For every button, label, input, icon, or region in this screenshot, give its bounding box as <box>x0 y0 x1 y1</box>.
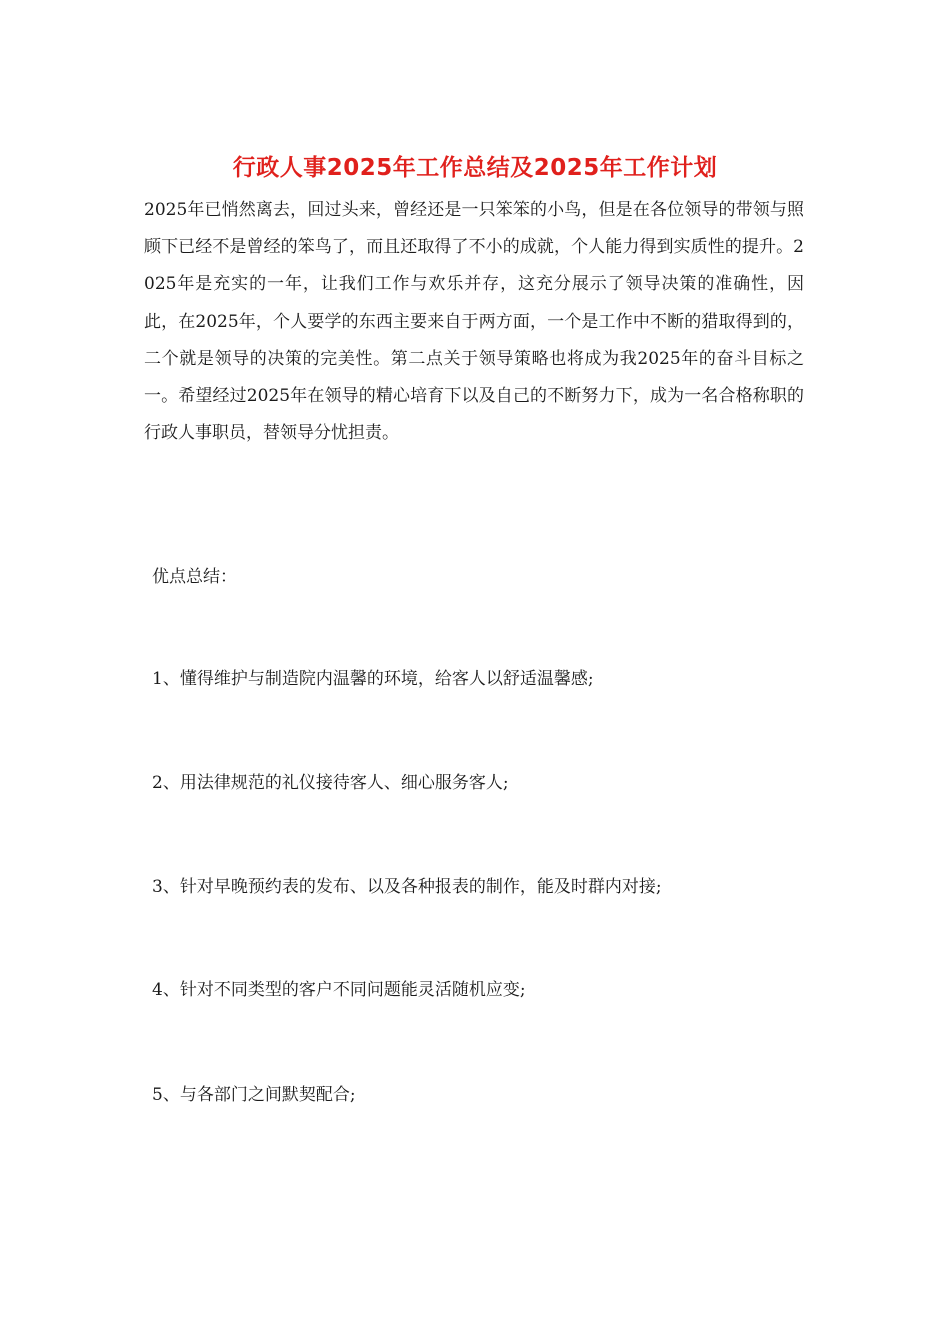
section-heading-strengths: 优点总结： <box>152 567 237 587</box>
list-item: 5、与各部门之间默契配合; <box>152 1085 356 1105</box>
list-item: 3、针对早晚预约表的发布、以及各种报表的制作，能及时群内对接; <box>152 877 662 897</box>
intro-paragraph: 2025年已悄然离去，回过头来，曾经还是一只笨笨的小鸟，但是在各位领导的带领与照顾下已经不是曾经的笨鸟了，而且还取得了不小的成就，个人能力得到实质性的提升。2025年是充实的一年，让我们工作与欢乐并存，这充分展示了领导决策的准确性，因此，在2025年，个人要学的东西主要来自于两方面，一个是工作中不断的猎取得到的，二个就是领导的决策的完美性。第二点关于领导策略也将成为我2025年的奋斗目标之一。希望经过2025年在领导的精心培育下以及自己的不断努力下，成为一名合格称职的行政人事职员，替领导分忧担责。 <box>144 200 804 444</box>
document-title: 行政人事2025年工作总结及2025年工作计划 <box>232 155 718 181</box>
list-item: 2、用法律规范的礼仪接待客人、细心服务客人; <box>152 773 509 793</box>
list-item: 1、懂得维护与制造院内温馨的环境，给客人以舒适温馨感; <box>152 669 594 689</box>
list-item: 4、针对不同类型的客户不同问题能灵活随机应变; <box>152 980 526 1000</box>
